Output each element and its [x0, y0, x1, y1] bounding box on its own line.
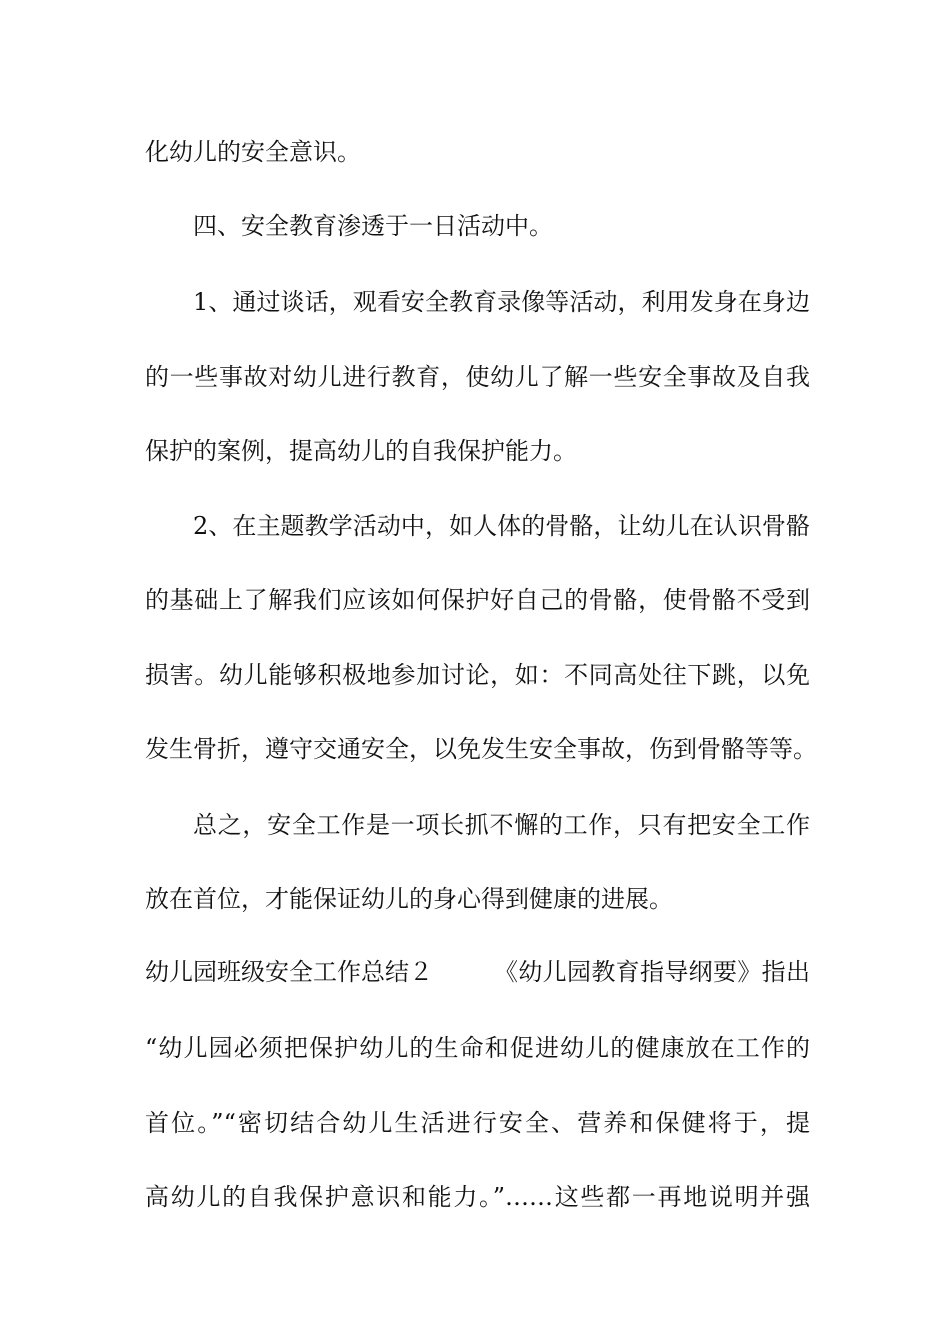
paragraph-line: 1、通过谈话，观看安全教育录像等活动，利用发身在身边	[193, 288, 810, 316]
paragraph-line: 保护的案例，提高幼儿的自我保护能力。	[145, 437, 577, 465]
section-heading-four: 四、安全教育渗透于一日活动中。	[193, 212, 553, 240]
paragraph-line: “幼儿园必须把保护幼儿的生命和促进幼儿的健康放在工作的	[145, 1034, 810, 1062]
paragraph-line: 总之，安全工作是一项长抓不懈的工作，只有把安全工作	[193, 811, 810, 839]
paragraph-line: 的基础上了解我们应该如何保护好自己的骨骼，使骨骼不受到	[145, 586, 810, 614]
paragraph-line: 的一些事故对幼儿进行教育，使幼儿了解一些安全事故及自我	[145, 363, 810, 391]
paragraph-line: 放在首位，才能保证幼儿的身心得到健康的进展。	[145, 885, 673, 913]
section-title: 幼儿园班级安全工作总结２	[145, 958, 433, 986]
paragraph-line: 2、在主题教学活动中，如人体的骨骼，让幼儿在认识骨骼	[193, 512, 810, 540]
paragraph-line: 《幼儿园教育指导纲要》指出	[494, 958, 810, 986]
paragraph-line: 高幼儿的自我保护意识和能力。”……这些都一再地说明并强	[145, 1183, 810, 1211]
paragraph-line: 损害。幼儿能够积极地参加讨论，如：不同高处往下跳，以免	[145, 661, 810, 689]
paragraph-line: 发生骨折，遵守交通安全，以免发生安全事故，伤到骨骼等等。	[145, 735, 817, 763]
paragraph-line: 化幼儿的安全意识。	[145, 138, 361, 166]
paragraph-line: 首位。”“密切结合幼儿生活进行安全、营养和保健将于，提	[145, 1109, 810, 1137]
